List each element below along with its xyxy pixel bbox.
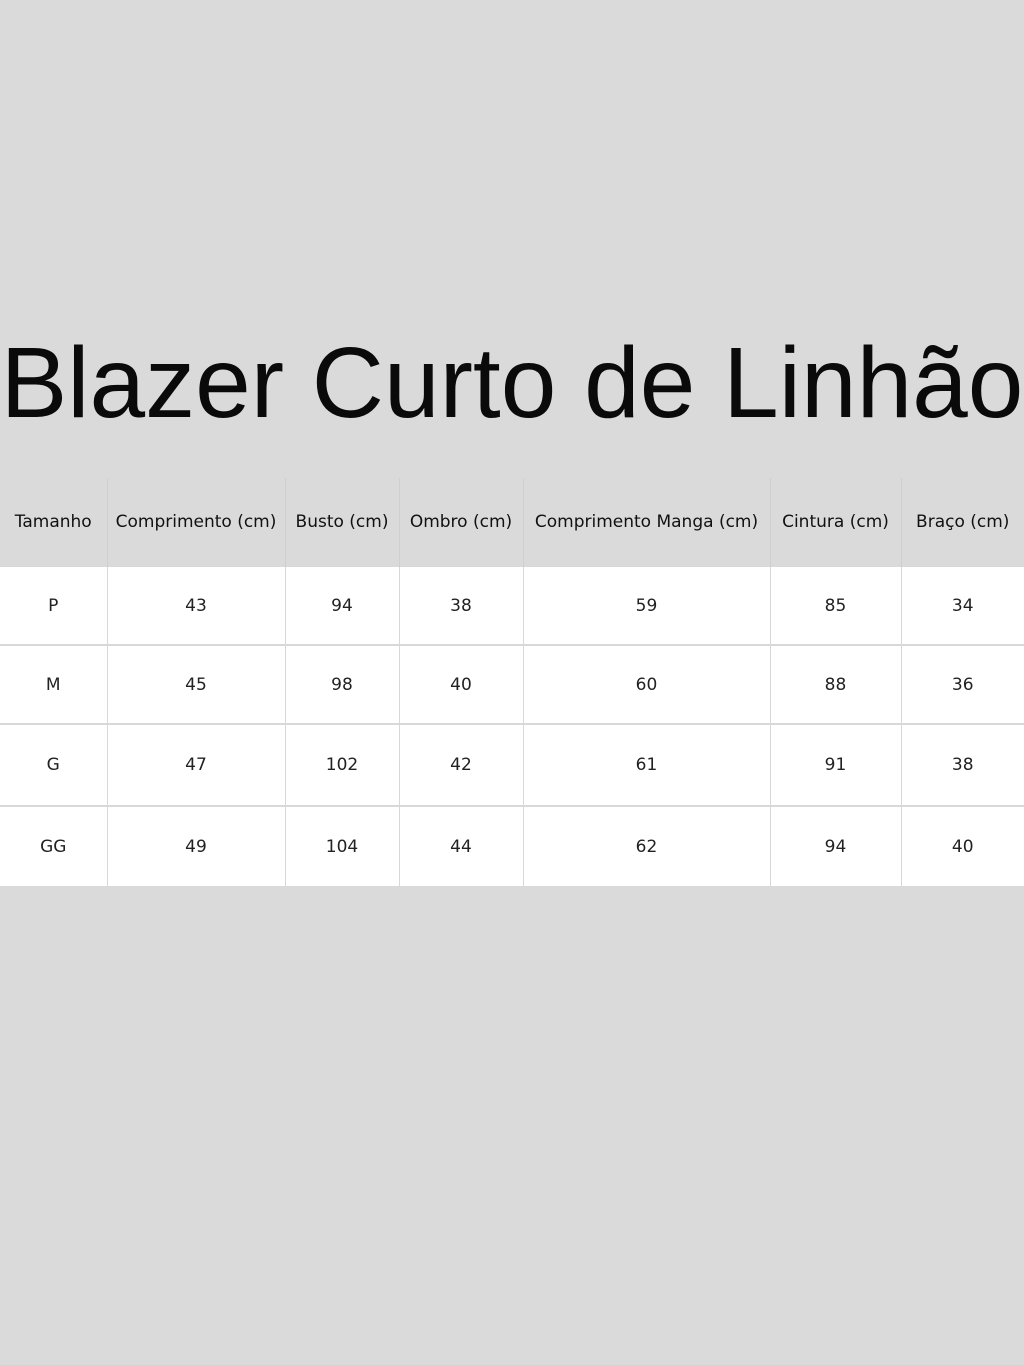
table-cell: 94: [770, 806, 901, 886]
table-cell: 88: [770, 645, 901, 724]
column-header-braco: Braço (cm): [901, 478, 1024, 567]
table-cell: 42: [399, 724, 523, 806]
table-cell: 60: [523, 645, 770, 724]
table-cell: 59: [523, 567, 770, 646]
table-cell: 61: [523, 724, 770, 806]
table-cell: G: [0, 724, 107, 806]
table-cell: 43: [107, 567, 285, 646]
table-cell: 36: [901, 645, 1024, 724]
column-header-comprimento-manga: Comprimento Manga (cm): [523, 478, 770, 567]
column-header-cintura: Cintura (cm): [770, 478, 901, 567]
table-cell: 91: [770, 724, 901, 806]
table-cell: M: [0, 645, 107, 724]
size-chart-table: [0, 478, 1024, 886]
table-cell: 47: [107, 724, 285, 806]
table-cell: P: [0, 567, 107, 646]
table-cell: 98: [285, 645, 399, 724]
table-row: [0, 724, 1024, 806]
column-header-busto: Busto (cm): [285, 478, 399, 567]
table-cell: 85: [770, 567, 901, 646]
table-cell: 38: [901, 724, 1024, 806]
table-cell: 104: [285, 806, 399, 886]
table-row: [0, 567, 1024, 646]
table-row: [0, 806, 1024, 886]
column-header-tamanho: Tamanho: [0, 478, 107, 567]
table-cell: 38: [399, 567, 523, 646]
table-row: [0, 645, 1024, 724]
table-cell: 62: [523, 806, 770, 886]
table-cell: 40: [901, 806, 1024, 886]
table-cell: 44: [399, 806, 523, 886]
column-header-ombro: Ombro (cm): [399, 478, 523, 567]
table-cell: 34: [901, 567, 1024, 646]
table-cell: 49: [107, 806, 285, 886]
table-cell: 94: [285, 567, 399, 646]
table-header-row: [0, 478, 1024, 567]
table-cell: 45: [107, 645, 285, 724]
page-title: Blazer Curto de Linhão: [0, 327, 1024, 439]
table-cell: 102: [285, 724, 399, 806]
table-cell: GG: [0, 806, 107, 886]
column-header-comprimento: Comprimento (cm): [107, 478, 285, 567]
table-cell: 40: [399, 645, 523, 724]
